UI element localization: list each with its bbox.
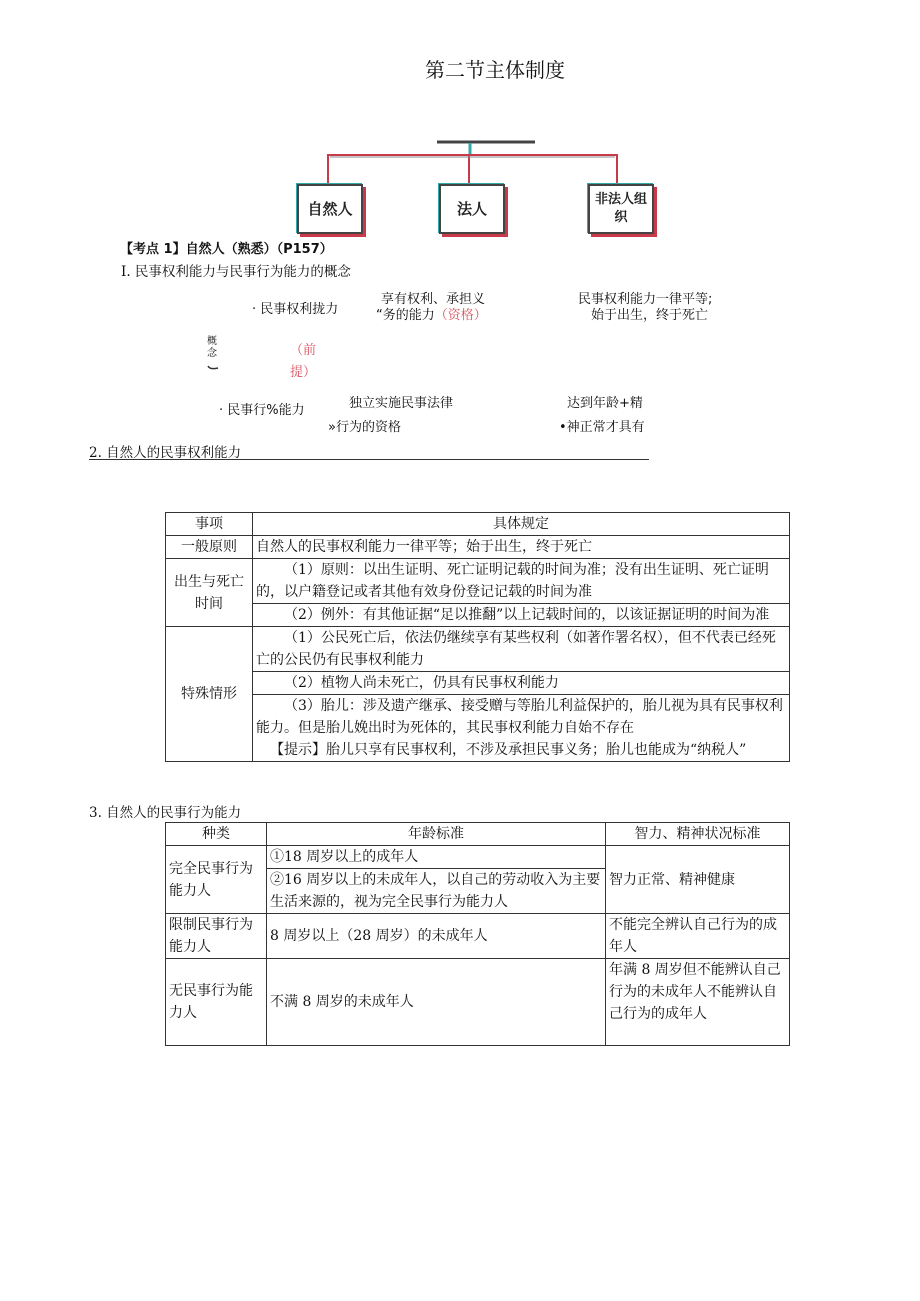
kind-full: 完全民事行为能力人 <box>166 846 267 914</box>
rights-feature-line2: 始于出生，终于死亡 <box>591 308 709 323</box>
row-rule-special-1: （1）公民死亡后，依法仍继续享有某些权利（如著作署名权），但不代表已经死亡的公民仍有民事权利能力 <box>253 627 790 672</box>
col-header-kind: 种类 <box>166 823 267 846</box>
row-rule-general: 自然人的民事权利能力一律平等；始于出生，终于死亡 <box>253 536 790 559</box>
row-rule-special-3: （3）胎儿：涉及遗产继承、接受赠与等胎儿利益保护的，胎儿视为具有民事权利能力。但是胎儿娩出时为死体的，其民事权利能力自始不存在 <box>256 698 783 736</box>
act-capacity-table <box>165 822 790 1046</box>
age-limited: 8 周岁以上（28 周岁）的未成年人 <box>267 914 606 959</box>
org-box-unincorporated-org: 非法人组织 <box>588 184 654 234</box>
table-header-row <box>166 823 790 846</box>
rights-def-line2: “务的能力 <box>376 308 435 323</box>
col-header-age: 年龄标准 <box>267 823 606 846</box>
section-1-heading: I. 民事权利能力与民事行为能力的概念 <box>121 264 351 280</box>
rights-feature-line1: 民事权利能力一律平等; <box>578 292 713 307</box>
premise-label: （前提） <box>290 343 317 380</box>
concept-rights-capacity: · 民事权利拢力 <box>252 302 339 317</box>
act-def-line2: »行为的资格 <box>328 420 401 435</box>
row-item-general: 一般原则 <box>166 536 253 559</box>
age-full-2: ②16 周岁以上的未成年人，以自己的劳动收入为主要生活来源的，视为完全民事行为能力人 <box>267 868 605 913</box>
row-item-birth-death: 出生与死亡时间 <box>166 559 253 627</box>
concept-act-capacity: · 民事行%能力 <box>219 403 305 418</box>
kind-none: 无民事行为能力人 <box>166 959 267 1046</box>
act-feature-line2: •神正常才具有 <box>559 420 645 435</box>
org-box-natural-person: 自然人 <box>297 184 363 234</box>
col-header-mind: 智力、精神状况标准 <box>606 823 790 846</box>
mind-full: 智力正常、精神健康 <box>606 846 790 914</box>
rights-def-line1: 享有权利、承担义 <box>381 292 486 307</box>
table-row <box>166 695 790 762</box>
age-full-cell <box>267 846 606 914</box>
table-row <box>166 559 790 604</box>
rights-capacity-table <box>165 512 790 762</box>
org-box-legal-person: 法人 <box>439 184 505 234</box>
age-full-1: ①18 周岁以上的成年人 <box>270 849 419 865</box>
concept-bracket-icon <box>206 340 220 372</box>
page-title: 第二节主体制度 <box>425 58 565 82</box>
concept-side-label: 概念 <box>207 336 217 359</box>
table-row <box>166 846 790 914</box>
mind-none: 年满 8 周岁但不能辨认自己行为的未成年人不能辨认自己行为的成年人 <box>606 959 790 1046</box>
row-rule-birth-death-1: （1）原则：以出生证明、死亡证明记载的时间为准；没有出生证明、死亡证明的，以户籍登记或者其他有效身份登记记载的时间为准 <box>253 559 790 604</box>
table-row <box>166 672 790 695</box>
row-rule-special-2: （2）植物人尚未死亡，仍具有民事权利能力 <box>253 672 790 695</box>
col-header-rule: 具体规定 <box>253 513 790 536</box>
rights-def-tag: （资格） <box>434 308 487 323</box>
kind-limited: 限制民事行为能力人 <box>166 914 267 959</box>
row-item-special: 特殊情形 <box>166 627 253 762</box>
col-header-item: 事项 <box>166 513 253 536</box>
kaodian-heading: 【考点 1】自然人（熟悉）（P157） <box>120 242 333 257</box>
table-row <box>166 959 790 1046</box>
section-2-underline <box>89 459 649 460</box>
section-2-heading: 2. 自然人的民事权利能力 <box>89 445 242 461</box>
table-header-row <box>166 513 790 536</box>
act-feature-line1: 达到年龄+精 <box>567 396 643 411</box>
act-def-line1: 独立实施民事法律 <box>349 396 454 411</box>
table-row <box>166 604 790 627</box>
section-3-heading: 3. 自然人的民事行为能力 <box>89 805 242 821</box>
row-rule-special-3-cell <box>253 695 790 762</box>
age-none: 不满 8 周岁的未成年人 <box>267 959 606 1046</box>
row-rule-special-tip: 【提示】胎儿只享有民事权利，不涉及承担民事义务；胎儿也能成为“纳税人” <box>270 742 747 758</box>
row-rule-birth-death-2: （2）例外：有其他证据“足以推翻”以上记载时间的，以该证据证明的时间为准 <box>253 604 790 627</box>
table-row <box>166 914 790 959</box>
mind-limited: 不能完全辨认自己行为的成年人 <box>606 914 790 959</box>
table-row <box>166 627 790 672</box>
table-row <box>166 536 790 559</box>
